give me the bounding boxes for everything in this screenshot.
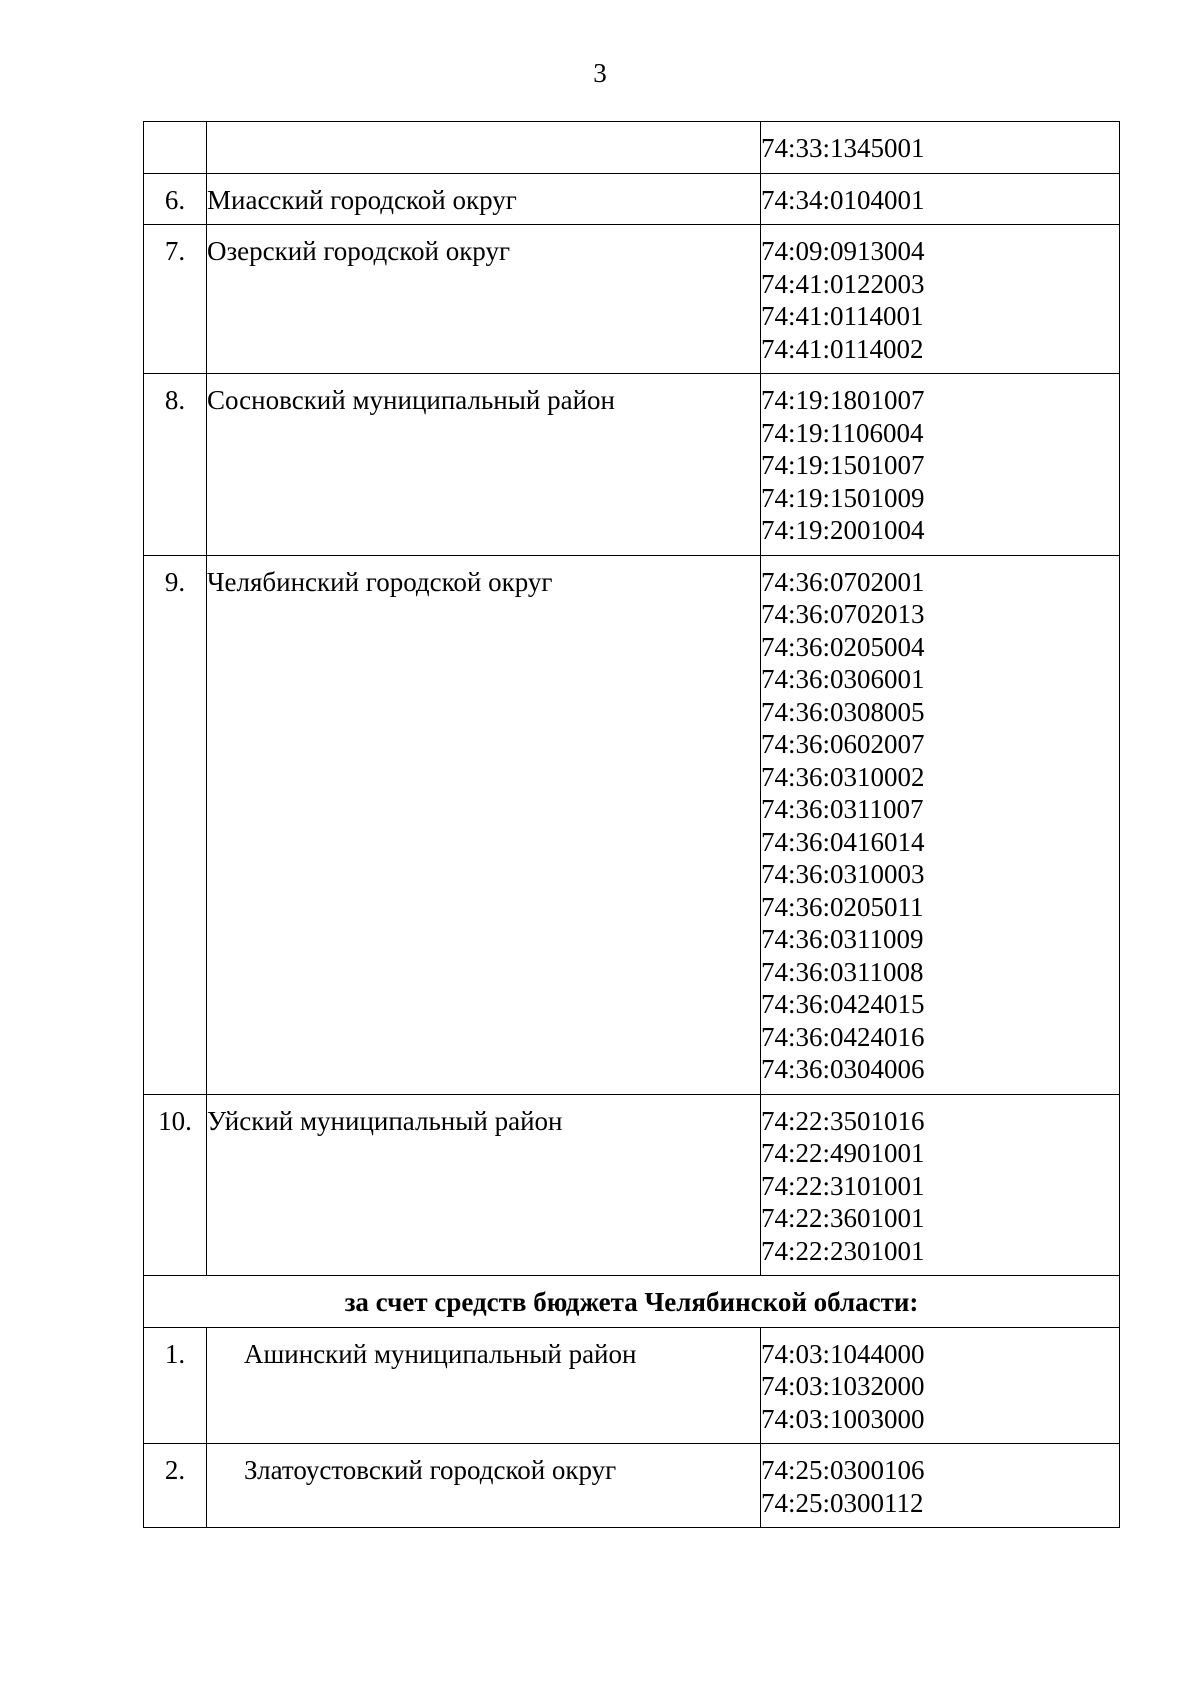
- cadastral-codes: [761, 122, 1120, 174]
- municipality-name: Златоустовский городской округ: [207, 1444, 761, 1528]
- row-number: 6.: [144, 173, 207, 225]
- row-number: 2.: [144, 1444, 207, 1528]
- cadastral-code: 74:36:0702013: [761, 599, 925, 629]
- cadastral-code: 74:33:1345001: [761, 133, 925, 163]
- cadastral-code: 74:19:1801007: [761, 385, 925, 415]
- cadastral-code: 74:22:3101001: [761, 1170, 925, 1201]
- table-row: [144, 555, 1120, 1094]
- cadastral-code: 74:36:0424016: [761, 1021, 925, 1052]
- municipality-name: Сосновский муниципальный район: [207, 374, 761, 556]
- cadastral-codes: [761, 374, 1120, 556]
- section-row: [144, 1276, 1120, 1328]
- table-row: [144, 1094, 1120, 1276]
- cadastral-code: 74:36:0311008: [761, 956, 924, 987]
- cadastral-code: 74:34:0104001: [761, 184, 925, 215]
- cadastral-code: 74:36:0306001: [761, 664, 925, 694]
- cadastral-table: [143, 121, 1120, 1528]
- cadastral-code: 74:09:0913004: [761, 236, 925, 266]
- cadastral-code: 74:22:4901001: [761, 1138, 925, 1168]
- cadastral-code: 74:19:1106004: [761, 417, 924, 448]
- cadastral-codes: [761, 1444, 1120, 1528]
- cadastral-codes: [761, 225, 1120, 374]
- cadastral-code: 74:03:1044000: [761, 1338, 925, 1369]
- table-row: [144, 374, 1120, 556]
- cadastral-code: 74:22:3601001: [761, 1203, 925, 1233]
- municipality-name: Миасский городской округ: [207, 173, 761, 225]
- cadastral-code: 74:19:1501007: [761, 450, 925, 480]
- cadastral-code: 74:36:0311009: [761, 924, 924, 954]
- cadastral-codes: [761, 1327, 1120, 1444]
- cadastral-codes: [761, 555, 1120, 1094]
- cadastral-code: 74:41:0122003: [761, 268, 925, 299]
- cadastral-code: 74:19:2001004: [761, 515, 925, 545]
- table-row: [144, 173, 1120, 225]
- cadastral-code: 74:36:0602007: [761, 729, 925, 759]
- cadastral-code: 74:36:0424015: [761, 989, 925, 1019]
- cadastral-code: 74:25:0300106: [761, 1455, 925, 1485]
- cadastral-code: 74:19:1501009: [761, 482, 925, 513]
- table-row: [144, 1444, 1120, 1528]
- cadastral-code: 74:41:0114002: [761, 333, 924, 364]
- row-number: 9.: [144, 555, 207, 1094]
- cadastral-code: 74:03:1032000: [761, 1371, 925, 1401]
- cadastral-code: 74:36:0416014: [761, 826, 925, 857]
- cadastral-code: 74:36:0702001: [761, 566, 925, 597]
- cadastral-code: 74:03:1003000: [761, 1403, 925, 1434]
- section-heading: за счет средств бюджета Челябинской области:: [144, 1276, 1120, 1328]
- cadastral-code: 74:36:0308005: [761, 696, 925, 727]
- cadastral-code: 74:36:0205011: [761, 891, 924, 922]
- row-number: [144, 122, 207, 174]
- page-number: 3: [593, 58, 607, 88]
- cadastral-codes: [761, 173, 1120, 225]
- cadastral-code: 74:36:0311007: [761, 794, 924, 824]
- municipality-name: Челябинский городской округ: [207, 555, 761, 1094]
- row-number: 10.: [144, 1094, 207, 1276]
- table-row: [144, 1327, 1120, 1444]
- cadastral-code: 74:25:0300112: [761, 1487, 924, 1518]
- municipality-name: Озерский городской округ: [207, 225, 761, 374]
- municipality-name: Уйский муниципальный район: [207, 1094, 761, 1276]
- cadastral-code: 74:36:0205004: [761, 631, 925, 662]
- cadastral-code: 74:36:0310002: [761, 761, 925, 792]
- table-row: [144, 122, 1120, 174]
- row-number: 7.: [144, 225, 207, 374]
- cadastral-code: 74:22:2301001: [761, 1235, 925, 1266]
- table-row: [144, 225, 1120, 374]
- cadastral-code: 74:36:0310003: [761, 859, 925, 889]
- cadastral-code: 74:36:0304006: [761, 1054, 925, 1084]
- cadastral-codes: [761, 1094, 1120, 1276]
- cadastral-code: 74:22:3501016: [761, 1105, 925, 1136]
- municipality-name: [207, 122, 761, 174]
- row-number: 8.: [144, 374, 207, 556]
- row-number: 1.: [144, 1327, 207, 1444]
- municipality-name: Ашинский муниципальный район: [207, 1327, 761, 1444]
- cadastral-code: 74:41:0114001: [761, 301, 924, 331]
